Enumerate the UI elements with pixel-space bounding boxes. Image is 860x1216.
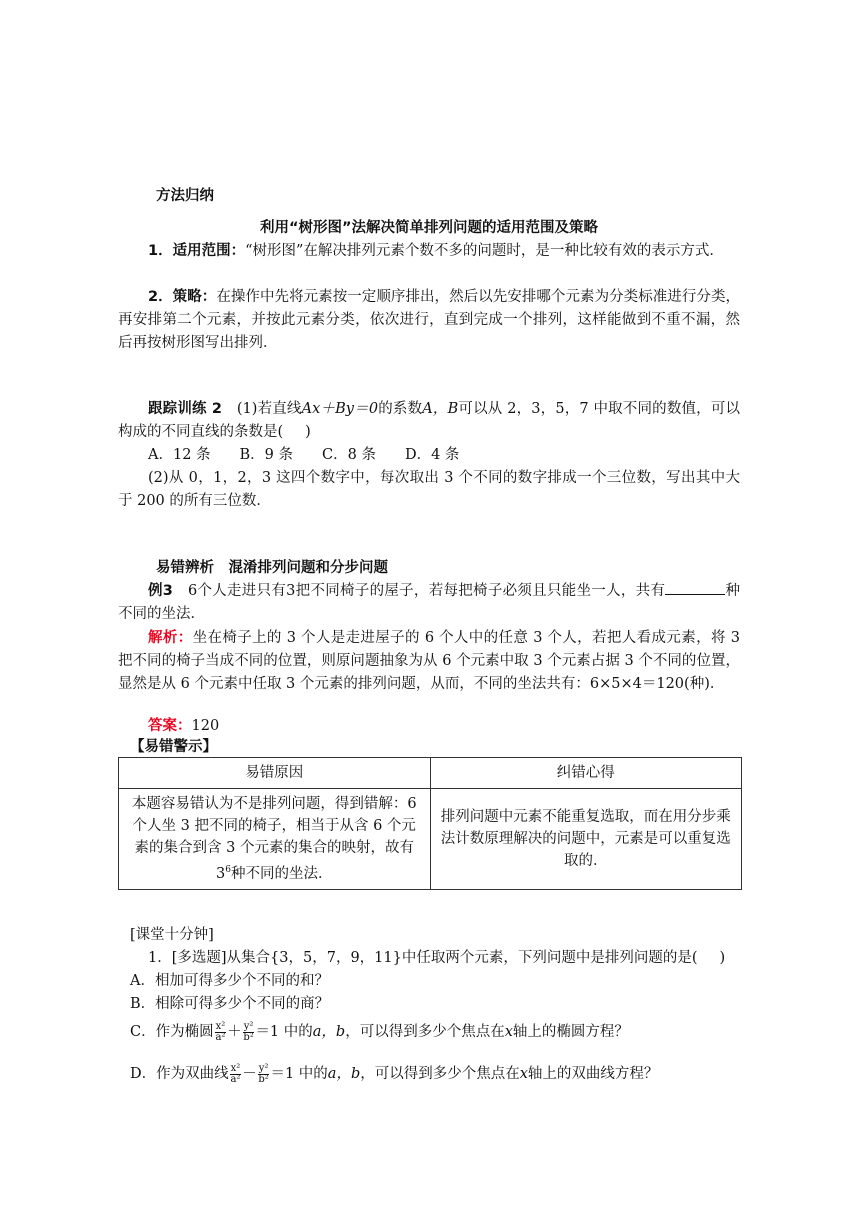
option-c: C．8 条	[322, 447, 376, 463]
power-base: 3	[216, 865, 226, 882]
cell-error-cause	[119, 789, 431, 890]
plus-sign: ＋	[227, 1024, 242, 1040]
p2-label: 2．策略：	[148, 289, 217, 305]
example-text-a: 6个人走进只有3把不同椅子的屋子，若每把椅子必须且只能坐一人，共有	[187, 583, 666, 599]
method-para-1	[118, 240, 740, 263]
option-d: D．4 条	[404, 447, 460, 463]
p1-text: “树形图”在解决排列元素个数不多的问题时，是一种比较有效的表示方式．	[245, 243, 724, 259]
example-3	[118, 580, 740, 626]
frac-num: x²	[215, 1020, 226, 1032]
line-equation: Ax＋By＝0	[301, 401, 379, 417]
error-warning-table	[118, 757, 742, 890]
optd-text-b: ＝1 中的	[270, 1066, 328, 1082]
optc-text-b: ＝1 中的	[255, 1024, 313, 1040]
answer-value: 120	[191, 718, 220, 734]
training-label: 跟踪训练 2	[148, 401, 223, 417]
example-label: 例3	[148, 583, 173, 599]
fraction-y-over-b	[243, 1022, 255, 1043]
option-b: B．9 条	[239, 447, 294, 463]
method-title: 利用“树形图”法解决简单排列问题的适用范围及策略	[259, 220, 599, 236]
q1-stem: 1．[多选题]从集合{3，5，7，9，11}中任取两个元素，下列问题中是排列问题的是(	[148, 950, 698, 966]
cell-left-text-a: 本题容易错认为不是排列问题，得到错解：6 个人坐 3 把不同的椅子，相当于从含 6 个元素的集合到含 3 个元素的集合的映射，故有	[131, 796, 417, 856]
q1-close: )	[305, 424, 311, 440]
analysis	[118, 626, 740, 696]
fraction-y-over-b	[258, 1064, 270, 1085]
frac-den: a²	[215, 1031, 226, 1043]
frac-num: y²	[258, 1062, 269, 1074]
class-option-d	[130, 1063, 752, 1086]
class-heading: [课堂十分钟]	[130, 927, 214, 943]
fraction-x-over-a	[230, 1064, 242, 1085]
analysis-text: 坐在椅子上的 3 个人是走进屋子的 6 个人中的任意 3 个人，若把人看成元素，将 3 把不同的椅子当成不同的位置，则原问题抽象为从 6 个元素中取 3 个元素占据 3 个不同的位置，显然是从 6 个元素中任取 3 个元素的排列问题，从而，不同的坐法共有：6×5×4＝120(种)．	[118, 630, 741, 692]
frac-den: a²	[230, 1073, 241, 1085]
optd-text-c: ，可以得到多少个焦点在	[360, 1066, 520, 1082]
optd-text-a: D．作为双曲线	[130, 1066, 229, 1082]
example-text-b: 种不同的坐法．	[118, 583, 741, 622]
q1-text-c: 可以从 2，3，5，7 中取不同的数值，可以构成的不同直线的条数是(	[118, 401, 741, 440]
frac-num: y²	[243, 1020, 254, 1032]
optc-vars: a，b	[312, 1024, 346, 1040]
optc-text-c: ，可以得到多少个焦点在	[345, 1024, 505, 1040]
frac-den: b²	[258, 1073, 269, 1085]
optc-text-a: C．作为椭圆	[130, 1024, 214, 1040]
cell-left-text-b: 种不同的坐法．	[230, 865, 333, 882]
fraction-x-over-a	[215, 1022, 227, 1043]
coef-vars: A，B	[422, 401, 459, 417]
analysis-label: 解析：	[148, 629, 193, 646]
answer-blank	[665, 580, 725, 595]
optd-vars: a，b	[327, 1066, 361, 1082]
p1-label: 1．适用范围：	[148, 243, 246, 259]
frac-den: b²	[243, 1031, 254, 1043]
table-header-row	[119, 758, 742, 789]
class-option-a: A．相加可得多少个不同的和？	[130, 973, 329, 989]
training-q2: (2)从 0，1，2，3 这四个数字中，每次取出 3 个不同的数字排成一个三位数，写出其中大于 200 的所有三位数．	[118, 470, 740, 509]
power-exp: 6	[225, 865, 231, 875]
method-heading: 方法归纳	[156, 188, 214, 204]
class-option-b: B．相除可得多少个不同的商？	[130, 996, 330, 1012]
table-row	[119, 789, 742, 890]
optd-text-d: 轴上的双曲线方程？	[527, 1066, 659, 1082]
answer-label: 答案：	[148, 717, 192, 734]
training-q1	[118, 398, 740, 444]
warning-title: 【易错警示】	[130, 739, 217, 755]
answer	[118, 714, 740, 738]
error-heading: 易错辨析 混淆排列问题和分步问题	[156, 560, 388, 576]
class-q1	[118, 947, 740, 970]
optc-text-d: 轴上的椭圆方程？	[512, 1024, 629, 1040]
method-para-2	[118, 286, 740, 355]
q1-text-a: (1)若直线	[236, 401, 302, 417]
p2-text: 在操作中先将元素按一定顺序排出，然后以先安排哪个元素为分类标准进行分类，再安排第二个元素，并按此元素分类，依次进行，直到完成一个排列，这样能做到不重不漏，然后再按树形图写出排列．	[118, 289, 740, 351]
option-a: A．12 条	[148, 447, 211, 463]
q1-stem-close: )	[719, 950, 726, 966]
header-error-cause: 易错原因	[119, 758, 431, 789]
class-option-c	[130, 1021, 752, 1044]
cell-correction: 排列问题中元素不能重复选取，而在用分步乘法计数原理解决的问题中，元素是可以重复选取的．	[430, 789, 742, 890]
training-options	[148, 444, 770, 467]
q1-text-b: 的系数	[378, 401, 423, 417]
frac-num: x²	[230, 1062, 241, 1074]
optc-x: x	[504, 1024, 513, 1040]
optd-x: x	[519, 1066, 528, 1082]
minus-sign: －	[242, 1066, 257, 1082]
header-correction: 纠错心得	[430, 758, 742, 789]
